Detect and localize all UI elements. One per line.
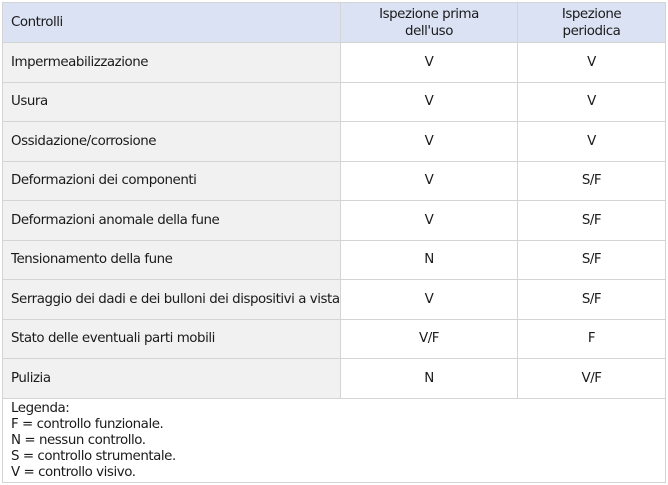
- row-before-use-value: N: [341, 359, 518, 399]
- row-control-label: Usura: [3, 82, 341, 122]
- legend-item-f: F = controllo funzionale.: [11, 416, 164, 432]
- legend-item-n: N = nessun controllo.: [11, 432, 146, 448]
- row-control-label: Serraggio dei dadi e dei bulloni dei dispositivi a vista: [3, 280, 341, 320]
- table-row: [3, 359, 666, 399]
- inspection-table-container: [2, 2, 665, 483]
- table-header-row: [3, 3, 666, 43]
- header-controlli-label: Controlli: [11, 15, 63, 30]
- row-control-label: Impermeabilizzazione: [3, 43, 341, 83]
- row-control-label: Pulizia: [3, 359, 341, 399]
- table-row: [3, 161, 666, 201]
- row-control-label: Deformazioni anomale della fune: [3, 201, 341, 241]
- row-periodic-value: V: [518, 82, 666, 122]
- row-before-use-value: V: [341, 161, 518, 201]
- legend-title: Legenda:: [11, 400, 70, 416]
- header-controlli: [3, 3, 341, 43]
- table-row: [3, 122, 666, 162]
- row-periodic-value: F: [518, 319, 666, 359]
- legend-cell: [3, 398, 666, 482]
- row-control-label: Deformazioni dei componenti: [3, 161, 341, 201]
- row-periodic-value: V: [518, 122, 666, 162]
- legend-item-s: S = controllo strumentale.: [11, 449, 176, 465]
- table-row: [3, 319, 666, 359]
- header-line-1: Ispezione prima: [379, 6, 479, 22]
- row-control-label: Tensionamento della fune: [3, 240, 341, 280]
- row-before-use-value: V: [341, 82, 518, 122]
- row-before-use-value: N: [341, 240, 518, 280]
- legend-item-v: V = controllo visivo.: [11, 465, 136, 481]
- header-line-2: dell'uso: [405, 23, 453, 39]
- row-periodic-value: S/F: [518, 201, 666, 241]
- row-control-label: Ossidazione/corrosione: [3, 122, 341, 162]
- table-row: [3, 240, 666, 280]
- header-ispezione-prima-uso: [341, 3, 518, 43]
- header-line-2: periodica: [562, 23, 621, 39]
- row-before-use-value: V: [341, 280, 518, 320]
- table-row: [3, 201, 666, 241]
- row-periodic-value: S/F: [518, 240, 666, 280]
- table-row: [3, 43, 666, 83]
- row-periodic-value: S/F: [518, 161, 666, 201]
- header-line-1: Ispezione: [561, 6, 622, 22]
- row-before-use-value: V: [341, 122, 518, 162]
- row-before-use-value: V/F: [341, 319, 518, 359]
- legend-row: [3, 398, 666, 482]
- row-before-use-value: V: [341, 43, 518, 83]
- row-before-use-value: V: [341, 201, 518, 241]
- row-control-label: Stato delle eventuali parti mobili: [3, 319, 341, 359]
- table-row: [3, 82, 666, 122]
- header-ispezione-periodica: [518, 3, 666, 43]
- inspection-table: [2, 2, 666, 483]
- row-periodic-value: V: [518, 43, 666, 83]
- row-periodic-value: V/F: [518, 359, 666, 399]
- table-row: [3, 280, 666, 320]
- row-periodic-value: S/F: [518, 280, 666, 320]
